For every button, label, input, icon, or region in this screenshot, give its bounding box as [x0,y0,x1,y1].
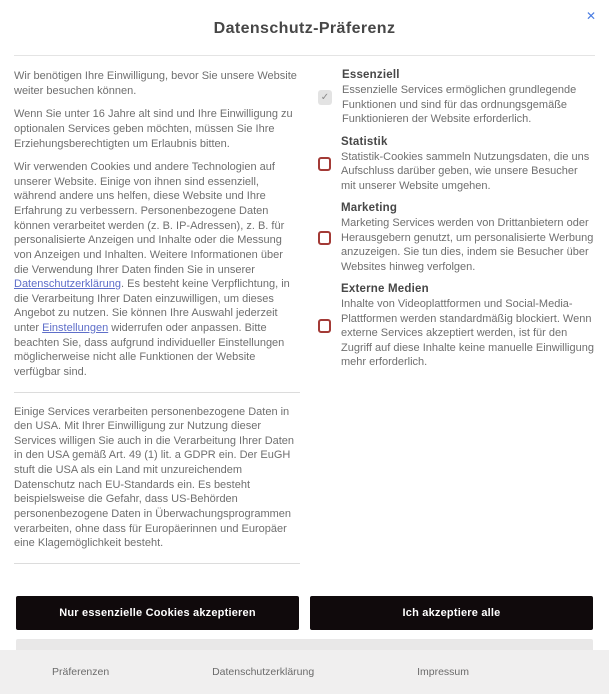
essenziell-text [342,69,595,127]
externe-medien-title: Externe Medien [341,283,429,296]
accept-essential-only-button[interactable]: Nur essenzielle Cookies akzeptieren [16,596,299,630]
consent-row-marketing [318,202,595,274]
consent-row-essenziell [318,69,595,127]
externe-medien-text [341,283,595,370]
close-icon[interactable]: ✕ [585,9,596,23]
intro-paragraph-1: Wir benötigen Ihre Einwilligung, bevor Sie unsere Website weiter besuchen können. [14,70,297,97]
statistik-text [341,136,595,194]
marketing-checkbox[interactable] [318,231,331,245]
essenziell-checkbox [318,90,332,105]
checkmark-icon: ✓ [320,91,330,103]
marketing-text [341,202,595,274]
consent-categories-column [318,69,595,576]
intro-paragraph-2: Wenn Sie unter 16 Jahre alt sind und Ihre Einwilligung zu optionalen Services geben möchten, müssen Sie Ihre Erziehungsberechtigten um Erlaubnis bitten. [14,108,293,150]
consent-row-externe-medien [318,283,595,370]
externe-medien-description: Inhalte von Videoplattformen und Social-Media-Plattformen werden standardmäßig blockiert. Wenn externe Services akzeptiert werden, ist für den Zugriff auf diese Inhalte keine manuelle Einwilligung mehr erforderlich. [341,298,594,369]
marketing-title: Marketing [341,202,398,215]
essenziell-description: Essenzielle Services ermöglichen grundlegende Funktionen und sind für das ordnungsgemäße Funktionieren der Website erforderlich. [342,84,577,126]
dialog-title: Datenschutz-Präferenz [213,20,396,37]
usa-data-paragraph: Einige Services verarbeiten personenbezogene Daten in den USA. Mit Ihrer Einwilligung zur Nutzung dieser Services willigen Sie auch in die Verarbeitung Ihrer Daten in den USA gemäß Art. 49 (1) lit. a GDPR ein. Der EuGH stuft die USA als ein Land mit unzureichendem Datenschutz nach EU-Standards ein. Es besteht beispielsweise die Gefahr, dass US-Behörden personenbezogene Daten in Überwachungsprogrammen verarbeiten, ohne dass für Europäerinnen und Europäer eine Klagemöglichkeit besteht. [14,405,295,550]
marketing-description: Marketing Services werden von Drittanbietern oder Herausgebern genutzt, um personalisierte Werbung anzuzeigen. Sie tun dies, indem sie Besucher über Websites hinweg verfolgen. [341,217,594,273]
left-column-divider-bottom [14,563,300,564]
primary-button-row [16,596,593,630]
consent-row-statistik [318,136,595,194]
statistik-checkbox[interactable] [318,157,331,171]
intro-paragraph-3-part-2: . Es besteht keine Verpflichtung, in die Verarbeitung Ihrer Daten einzuwilligen, um dieses Angebot zu nutzen. Sie können Ihre Auswahl jederzeit unter [14,278,290,334]
footer-link-datenschutzerklaerung[interactable]: Datenschutzerklärung [212,666,315,678]
dialog-footer [0,650,609,694]
externe-medien-checkbox[interactable] [318,319,331,333]
privacy-policy-link[interactable]: Datenschutzerklärung [14,278,122,291]
statistik-description: Statistik-Cookies sammeln Nutzungsdaten, die uns Aufschluss darüber geben, wie unsere Besucher mit unserer Website umgehen. [341,150,590,192]
dialog-content [0,56,609,576]
intro-paragraph-3 [14,160,300,379]
essenziell-title: Essenziell [342,69,400,81]
accept-all-button[interactable]: Ich akzeptiere alle [310,596,593,630]
dialog-header [0,0,609,38]
statistik-title: Statistik [341,135,388,148]
footer-link-praeferenzen[interactable]: Präferenzen [52,666,110,678]
footer-link-impressum[interactable]: Impressum [417,666,469,678]
intro-paragraph-3-part-1: Wir verwenden Cookies und andere Technologien auf unserer Website. Einige von ihnen sind essenziell, während andere uns helfen, diese Website und Ihre Erfahrung zu verbessern. Personenbezogene Daten können verarbeitet werden (z. B. IP-Adressen), z. B. für personalisierte Anzeigen und Inhalte oder die Messung von Anzeigen und Inhalten. Weitere Informationen über die Verwendung Ihrer Daten finden Sie in unserer [14,161,285,276]
intro-paragraph-3-part-3: widerrufen oder anpassen. Bitte beachten Sie, dass aufgrund individueller Einstellungen möglicherweise nicht alle Funktionen der Website verfügbar sind. [14,322,285,378]
settings-link[interactable]: Einstellungen [42,322,109,334]
left-column-divider-top [14,392,300,393]
intro-text-column [14,69,300,576]
